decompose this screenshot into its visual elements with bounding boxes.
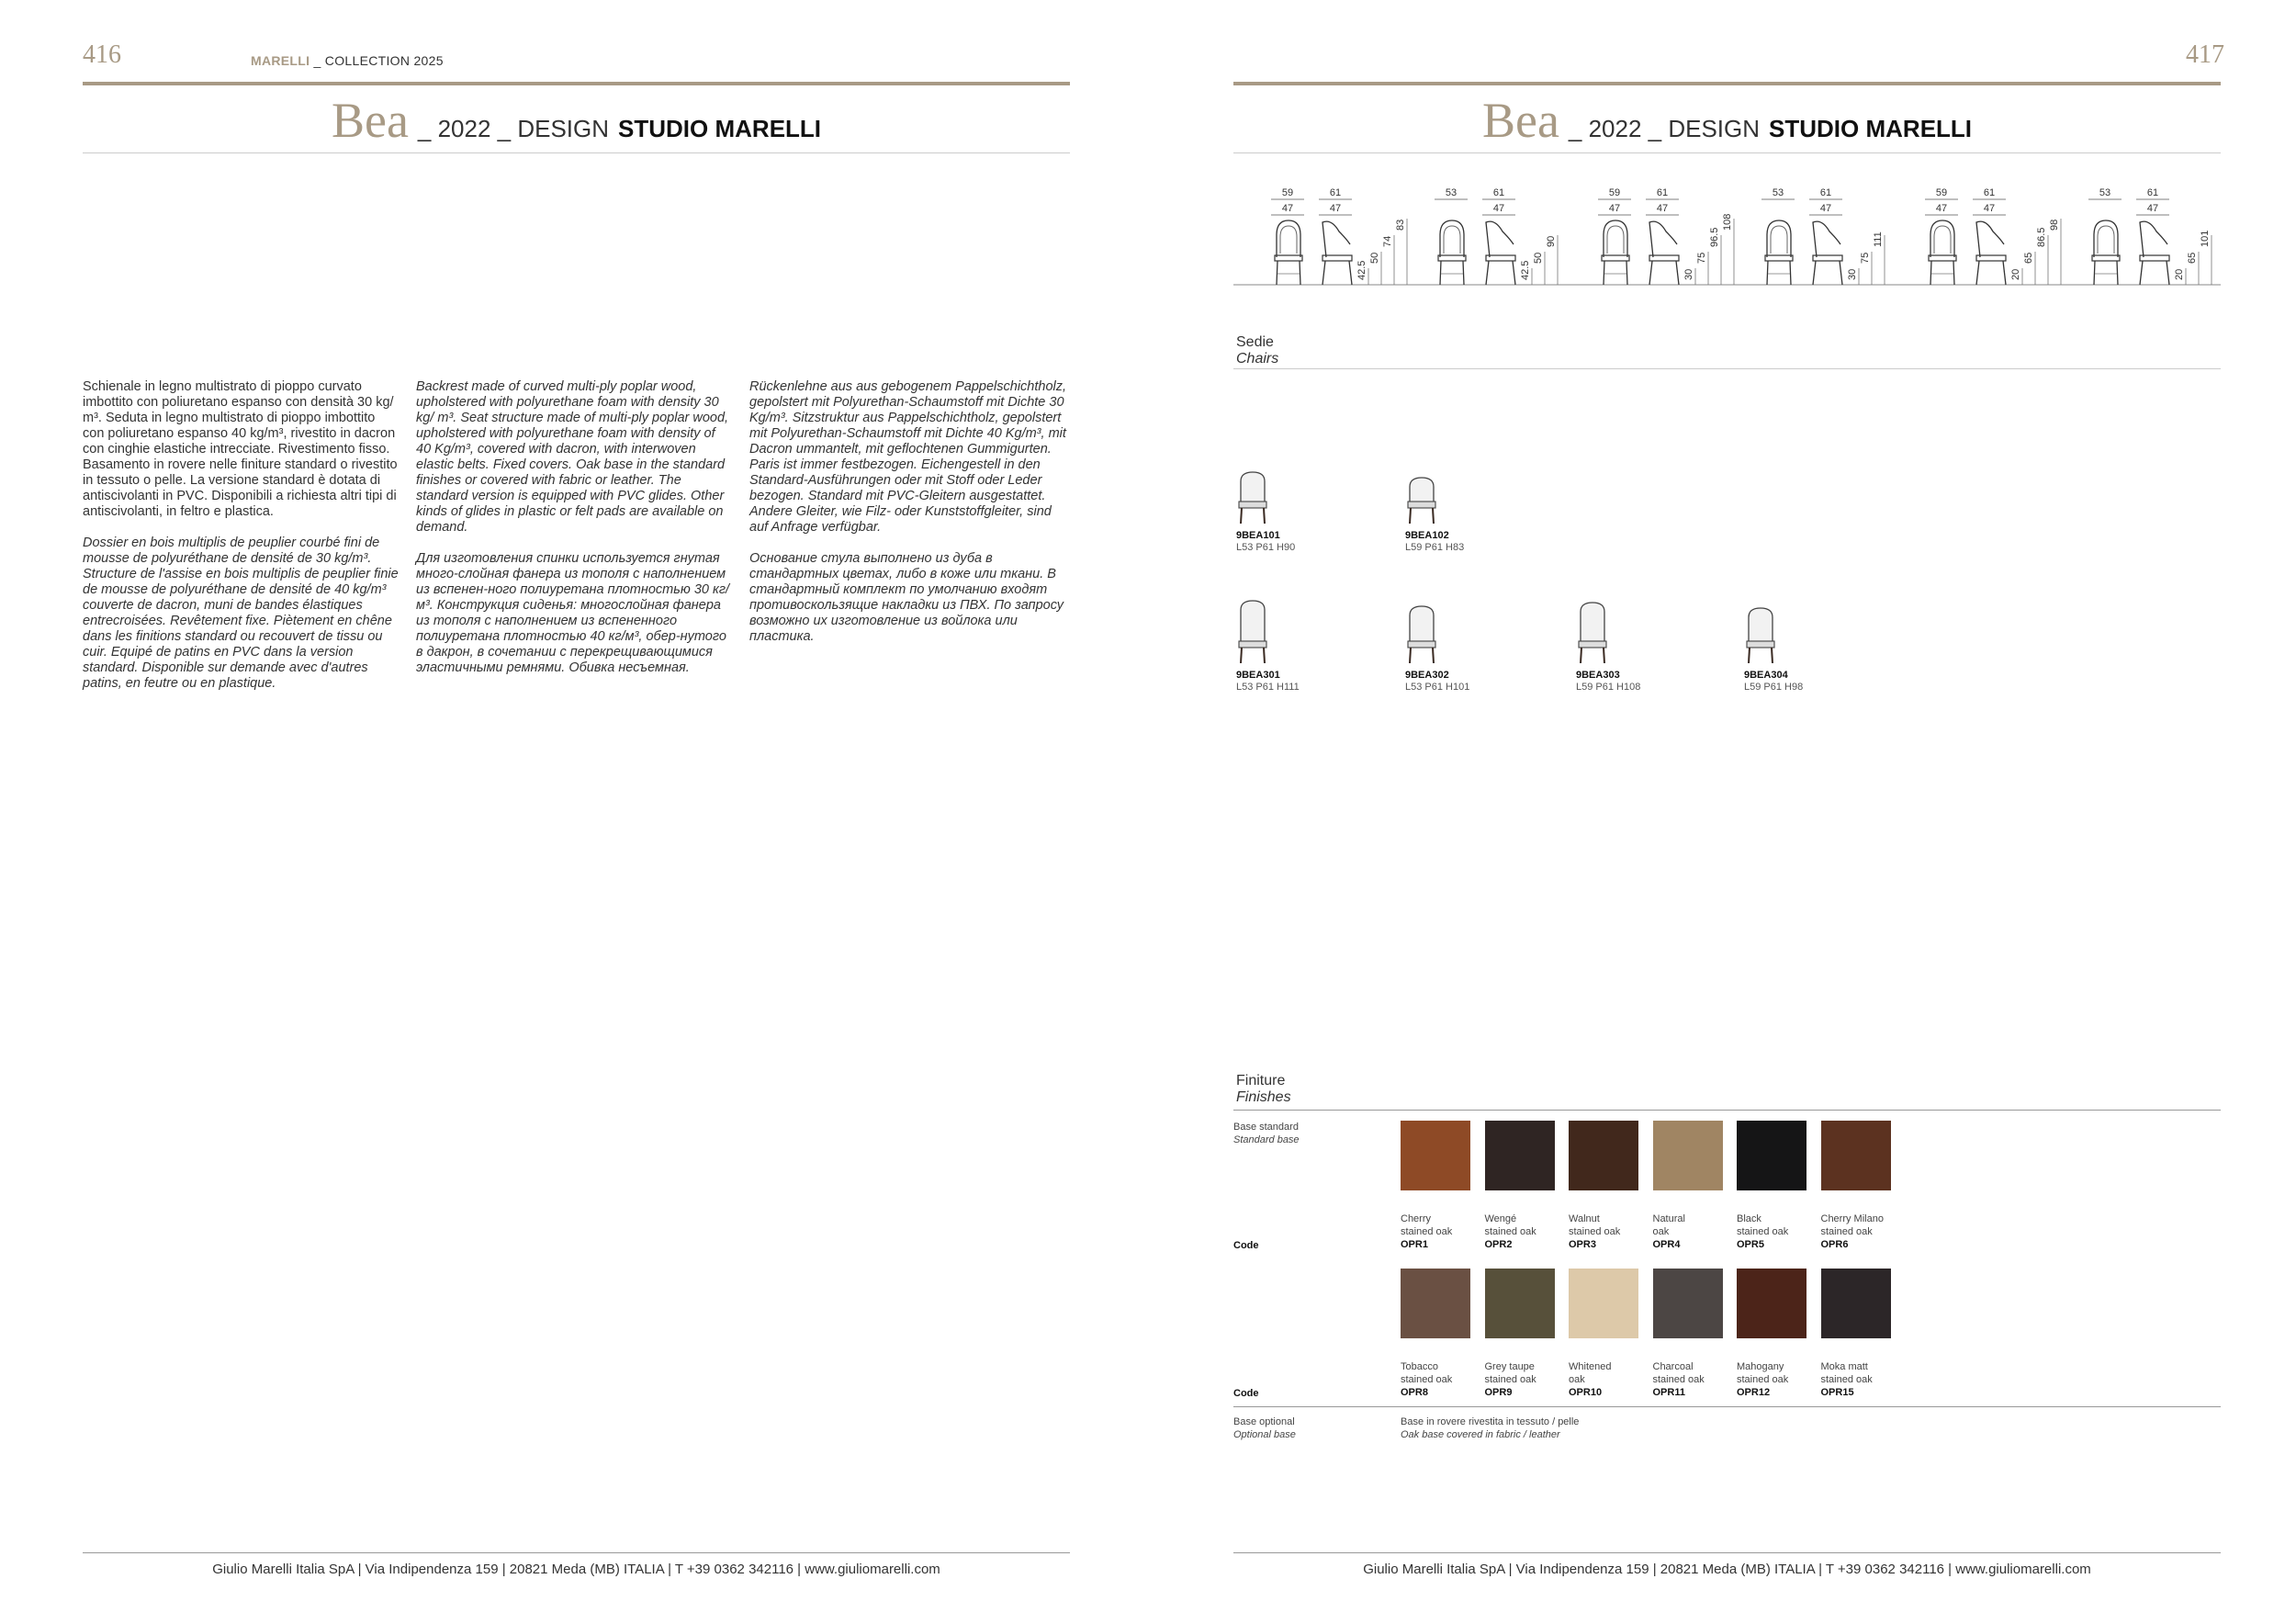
- height-label: 98: [2049, 219, 2060, 231]
- finish-swatch[interactable]: [1737, 1121, 1806, 1190]
- finish-name: Black: [1737, 1213, 1761, 1224]
- chair-front-view: [1602, 220, 1629, 285]
- chair-illustration: [1405, 599, 1442, 665]
- chair-dimensions: L59 P61 H108: [1576, 682, 1641, 693]
- footer-rule-left: [83, 1552, 1070, 1553]
- dimension-group: [1925, 187, 2061, 285]
- chair-front-view: [1929, 220, 1956, 285]
- finish-name: Charcoal: [1652, 1361, 1694, 1372]
- finish-code: OPR4: [1652, 1239, 1681, 1250]
- depth-label: 47: [1656, 203, 1669, 214]
- text-english: Backrest made of curved multi-ply poplar wood, upholstered with polyurethane foam with density 30 kg/ m³. Seat structure made of multi-ply poplar wood, upholstered with polyurethane foam with density of 40 Kg/m³, covered with dacron, with interwoven elastic belts. Fixed covers. Oak base in the standard finishes or covered with fabric or leather. The standard version is equipped with PVC glides. Other kinds of glides in plastic or felt pads are available on demand.: [416, 379, 729, 535]
- chair-item[interactable]: [1405, 459, 1464, 554]
- code-label-row1: Code: [1233, 1240, 1259, 1251]
- height-label: 20: [2174, 268, 2185, 280]
- height-label: 42.5: [1520, 260, 1531, 280]
- base-optional-text: Base in rovere rivestita in tessuto / pelle Oak base covered in fabric / leather: [1401, 1416, 1580, 1440]
- height-label: 101: [2200, 230, 2211, 247]
- finish-code: OPR5: [1737, 1239, 1764, 1250]
- height-label: 42.5: [1356, 260, 1367, 280]
- text-german: Rückenlehne aus aus gebogenem Pappelschichtholz, gepolstert mit Polyurethan-Schaumstoff mit Dichte 30 Kg/m³. Sitzstruktur aus Pappelschichtholz, gepolstert mit Polyurethan-Schaumstoff mit Dichte 40 Kg/m³, mit Dacron ummantelt, mit geflochtenen Gummigurten. Paris ist immer festbezogen. Eichengestell in den Standard-Ausführungen oder mit Stoff oder Leder bezogen. Standard mit PVC-Gleitern ausgestattet. Andere Gleiter, wie Filz- oder Kunststoffgleiter, sind auf Anfrage verfügbar.: [749, 379, 1067, 535]
- chair-dimensions: L53 P61 H111: [1236, 682, 1300, 693]
- finish-name: Grey taupe: [1484, 1361, 1535, 1372]
- finish-code: OPR8: [1401, 1387, 1428, 1398]
- finish-label: [1821, 1212, 1884, 1251]
- chair-item[interactable]: [1576, 599, 1640, 694]
- section-chairs: Sedie Chairs: [1236, 334, 1279, 367]
- chair-illustration: [1576, 599, 1613, 665]
- base-standard-label: Base standard Standard base: [1233, 1122, 1300, 1145]
- chair-side-view: [1322, 221, 1352, 285]
- width-label: 59: [1935, 187, 1948, 198]
- depth-label: 47: [1492, 203, 1505, 214]
- chair-dimensions: L59 P61 H83: [1405, 542, 1465, 553]
- chair-code: 9BEA304: [1744, 670, 1788, 681]
- finish-code: OPR11: [1652, 1387, 1685, 1398]
- finish-code: OPR9: [1484, 1387, 1513, 1398]
- finish-swatch[interactable]: [1821, 1269, 1891, 1338]
- page-number-right: 417: [2186, 40, 2224, 69]
- chair-front-view: [1765, 220, 1793, 285]
- text-russian-2: Основание стула выполнено из дуба в стандартных цветах, либо в коже или ткани. В стандартный комплект по умолчанию входят противоскользящие накладки из ПВХ. По запросу возможно их изготовление из войлока или пластика.: [749, 551, 1064, 644]
- finish-name: Wengé: [1484, 1213, 1517, 1224]
- finish-material: stained oak: [1737, 1226, 1789, 1237]
- height-label: 75: [1696, 252, 1707, 264]
- height-label: 74: [1382, 235, 1393, 247]
- width-label: 61: [1983, 187, 1996, 198]
- dimension-group: [1598, 187, 1734, 285]
- depth-label: 47: [1329, 203, 1342, 214]
- height-label: 96.5: [1709, 227, 1720, 247]
- chair-item[interactable]: [1405, 599, 1469, 694]
- chairs-rule: [1233, 368, 2221, 369]
- height-label: 50: [1533, 252, 1544, 264]
- height-label: 20: [2010, 268, 2021, 280]
- page-number-left: 416: [83, 40, 121, 69]
- depth-label: 47: [1983, 203, 1996, 214]
- finish-name: Walnut: [1569, 1213, 1600, 1224]
- width-label: 53: [1772, 187, 1784, 198]
- chair-item[interactable]: [1236, 459, 1295, 554]
- dimension-drawings: [1233, 179, 2221, 299]
- finish-code: OPR1: [1401, 1239, 1428, 1250]
- chair-code: 9BEA102: [1405, 530, 1449, 541]
- finish-swatch[interactable]: [1653, 1121, 1723, 1190]
- depth-label: 47: [2146, 203, 2159, 214]
- dimension-group: [2088, 187, 2212, 285]
- base-optional-rule: [1233, 1406, 2221, 1407]
- chair-code: 9BEA302: [1405, 670, 1449, 681]
- finish-material: oak: [1569, 1374, 1585, 1385]
- chair-side-view: [1976, 221, 2006, 285]
- footer-rule-right: [1233, 1552, 2221, 1553]
- width-label: 61: [1656, 187, 1669, 198]
- chair-side-view: [1813, 221, 1842, 285]
- finish-name: Mahogany: [1737, 1361, 1784, 1372]
- chair-dimensions: L53 P61 H101: [1405, 682, 1470, 693]
- height-label: 65: [2187, 252, 2198, 264]
- chair-code: 9BEA301: [1236, 670, 1280, 681]
- chair-front-view: [1438, 220, 1466, 285]
- base-optional-label: Base optional Optional base: [1233, 1416, 1296, 1440]
- depth-label: 47: [1608, 203, 1621, 214]
- chair-illustration: [1405, 459, 1442, 525]
- width-label: 59: [1608, 187, 1621, 198]
- height-label: 75: [1860, 252, 1871, 264]
- finish-name: Tobacco: [1401, 1361, 1438, 1372]
- chair-side-view: [1649, 221, 1679, 285]
- finish-material: stained oak: [1737, 1374, 1789, 1385]
- finish-material: stained oak: [1401, 1226, 1453, 1237]
- chair-front-view: [2092, 220, 2120, 285]
- width-label: 61: [1819, 187, 1832, 198]
- finish-material: stained oak: [1652, 1374, 1705, 1385]
- width-label: 61: [2146, 187, 2159, 198]
- depth-label: 47: [1935, 203, 1948, 214]
- chair-side-view: [2140, 221, 2169, 285]
- height-label: 65: [2023, 252, 2034, 264]
- section-finishes: Finiture Finishes: [1236, 1073, 1291, 1105]
- finish-label: [1653, 1360, 1705, 1399]
- text-column-2: [416, 379, 733, 692]
- finish-material: stained oak: [1484, 1374, 1536, 1385]
- title-rule-right: [1233, 152, 2221, 153]
- text-italian: Schienale in legno multistrato di pioppo curvato imbottito con poliuretano espanso con densità 30 kg/ m³. Seduta in legno multistrato di pioppo imbottito con poliuretano espanso 40 kg/m³, rivestito in dacron con cinghie elastiche intrecciate. Rivestimento fisso. Basamento in rovere nelle finiture standard o rivestito in tessuto o pelle. La versione standard è dotata di antiscivolanti in PVC. Disponibili a richiesta altri tipi di antiscivolanti, in feltro e plastica.: [83, 379, 398, 519]
- finish-swatch[interactable]: [1737, 1269, 1806, 1338]
- width-label: 53: [1445, 187, 1458, 198]
- height-label: 90: [1546, 235, 1557, 247]
- finish-label: [1737, 1360, 1788, 1399]
- chair-front-view: [1275, 220, 1302, 285]
- finish-swatch[interactable]: [1569, 1121, 1638, 1190]
- height-label: 50: [1369, 252, 1380, 264]
- finish-swatch[interactable]: [1653, 1269, 1723, 1338]
- height-label: 30: [1683, 268, 1694, 280]
- finish-swatch[interactable]: [1485, 1269, 1555, 1338]
- chair-illustration: [1744, 599, 1781, 665]
- footer-left: Giulio Marelli Italia SpA | Via Indipendenza 159 | 20821 Meda (MB) ITALIA | T +39 0362 342116 | www.giuliomarelli.com: [212, 1562, 940, 1577]
- finish-material: stained oak: [1820, 1226, 1873, 1237]
- width-label: 53: [2099, 187, 2111, 198]
- text-russian-1: Для изготовления спинки используется гнутая много-слойная фанера из тополя с наполнением из вспенен-ного полиуретана плотностью 30 кг/м³. Конструкция сиденья: многослойная фанера из тополя с наполнением из вспененного полиуретана плотностью 40 кг/м³, обер-нутого в дакрон, в сочетании с перекрещивающимися эластичными ремнями. Обивка несъемная.: [416, 551, 729, 675]
- chair-dimensions: L59 P61 H98: [1744, 682, 1804, 693]
- depth-label: 47: [1819, 203, 1832, 214]
- text-column-1: [83, 379, 400, 707]
- width-label: 59: [1281, 187, 1294, 198]
- finish-swatch[interactable]: [1485, 1121, 1555, 1190]
- finish-material: stained oak: [1401, 1374, 1453, 1385]
- finish-name: Moka matt: [1820, 1361, 1868, 1372]
- finish-label: [1653, 1212, 1685, 1251]
- page-title-right: Bea _ 2022 _ DESIGN STUDIO MARELLI: [1481, 93, 1973, 148]
- finish-material: stained oak: [1484, 1226, 1536, 1237]
- title-rule-left: [83, 152, 1070, 153]
- finish-label: [1401, 1212, 1452, 1251]
- finish-code: OPR3: [1569, 1239, 1596, 1250]
- finish-label: [1821, 1360, 1873, 1399]
- height-label: 111: [1873, 231, 1884, 247]
- chair-item[interactable]: [1236, 599, 1300, 694]
- finish-label: [1569, 1360, 1611, 1399]
- finish-label: [1401, 1360, 1452, 1399]
- height-label: 30: [1847, 268, 1858, 280]
- dimension-group: [1435, 187, 1558, 285]
- finish-code: OPR2: [1484, 1239, 1513, 1250]
- finish-name: Cherry: [1401, 1213, 1432, 1224]
- finish-swatch[interactable]: [1401, 1269, 1470, 1338]
- finish-label: [1485, 1360, 1536, 1399]
- header-rule-left: [83, 82, 1070, 85]
- finish-swatch[interactable]: [1401, 1121, 1470, 1190]
- chair-item[interactable]: [1744, 599, 1803, 694]
- code-label-row2: Code: [1233, 1388, 1259, 1399]
- finish-code: OPR12: [1737, 1387, 1771, 1398]
- finishes-rule: [1233, 1110, 2221, 1111]
- chair-side-view: [1486, 221, 1515, 285]
- finish-swatch[interactable]: [1821, 1121, 1891, 1190]
- dimension-group: [1761, 187, 1885, 285]
- text-column-3: [749, 379, 1066, 660]
- finish-name: Natural: [1652, 1213, 1685, 1224]
- finish-code: OPR6: [1820, 1239, 1849, 1250]
- header-rule-right: [1233, 82, 2221, 85]
- chair-code: 9BEA303: [1576, 670, 1620, 681]
- finish-name: Cherry Milano: [1820, 1213, 1884, 1224]
- chair-dimensions: L53 P61 H90: [1236, 542, 1296, 553]
- footer-right: Giulio Marelli Italia SpA | Via Indipendenza 159 | 20821 Meda (MB) ITALIA | T +39 0362 342116 | www.giuliomarelli.com: [1363, 1562, 2091, 1577]
- header-brand: MARELLI _ COLLECTION 2025: [251, 53, 444, 68]
- depth-label: 47: [1281, 203, 1294, 214]
- height-label: 86.5: [2036, 227, 2047, 247]
- page-title-left: Bea _ 2022 _ DESIGN STUDIO MARELLI: [331, 93, 822, 148]
- dimension-group: [1271, 187, 1407, 285]
- height-label: 83: [1395, 219, 1406, 231]
- finish-material: oak: [1652, 1226, 1670, 1237]
- chair-illustration: [1236, 599, 1273, 665]
- finish-name: Whitened: [1569, 1361, 1612, 1372]
- width-label: 61: [1492, 187, 1505, 198]
- finish-label: [1569, 1212, 1620, 1251]
- finish-label: [1485, 1212, 1536, 1251]
- finish-material: stained oak: [1820, 1374, 1873, 1385]
- height-label: 108: [1722, 213, 1733, 231]
- width-label: 61: [1329, 187, 1342, 198]
- finish-swatch[interactable]: [1569, 1269, 1638, 1338]
- finish-label: [1737, 1212, 1788, 1251]
- chair-code: 9BEA101: [1236, 530, 1280, 541]
- finish-material: stained oak: [1569, 1226, 1621, 1237]
- text-french: Dossier en bois multiplis de peuplier courbé fini de mousse de polyuréthane de densité de 30 kg/m³. Structure de l'assise en bois multiplis de peuplier finie de mousse de polyuréthane de densité de 40 kg/m³ couverte de dacron, muni de bandes élastiques entrecroisées. Revêtement fixe. Piètement en chêne dans les finitions standard ou recouvert de tissu ou cuir. Equipé de patins en PVC dans la version standard. Disponible sur demande avec d'autres patins, en feutre ou en plastique.: [83, 536, 399, 691]
- finish-code: OPR15: [1820, 1387, 1854, 1398]
- finish-code: OPR10: [1569, 1387, 1603, 1398]
- chair-illustration: [1236, 459, 1273, 525]
